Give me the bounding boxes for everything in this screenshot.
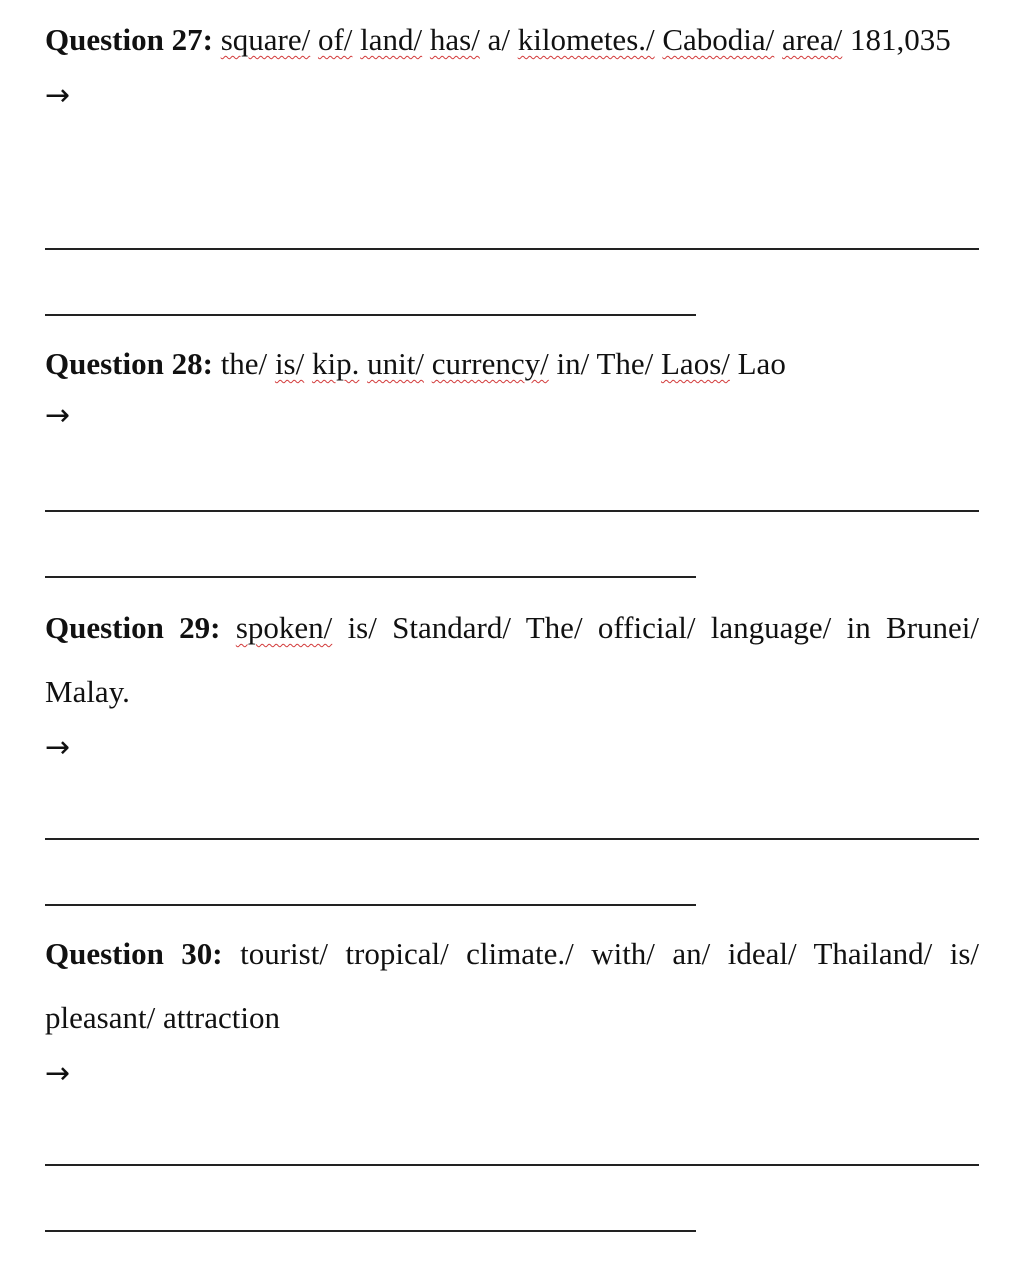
scrambled-word: of/ <box>317 22 353 57</box>
scrambled-word: language/ <box>710 610 832 645</box>
scrambled-word: is/ <box>347 610 377 645</box>
scrambled-word: ideal/ <box>727 936 797 971</box>
answer-line[interactable] <box>45 248 979 250</box>
scrambled-word: The/ <box>525 610 583 645</box>
scrambled-word: in/ <box>556 346 590 381</box>
scrambled-word: an/ <box>672 936 711 971</box>
question-30 <box>45 922 979 1094</box>
question-27 <box>45 8 979 116</box>
scrambled-word: spoken/ <box>235 610 333 645</box>
scrambled-word: area/ <box>782 22 843 57</box>
scrambled-word: land/ <box>360 22 423 57</box>
question-prompt <box>45 8 979 72</box>
scrambled-word: official/ <box>597 610 696 645</box>
answer-arrow-icon: → <box>45 730 71 765</box>
scrambled-word: Lao <box>737 346 786 381</box>
answer-arrow-icon: → <box>45 1056 71 1091</box>
scrambled-words <box>221 22 951 57</box>
scrambled-word: is/ <box>949 936 980 971</box>
scrambled-word: pleasant/ <box>45 1000 156 1035</box>
scrambled-word: kip. <box>311 346 360 381</box>
answer-line[interactable] <box>45 904 696 906</box>
scrambled-word: unit/ <box>367 346 424 381</box>
scrambled-word: Cabodia/ <box>662 22 775 57</box>
question-label: Question 29: <box>45 610 221 645</box>
answer-line[interactable] <box>45 838 979 840</box>
answer-line[interactable] <box>45 1164 979 1166</box>
scrambled-word: Brunei/ <box>886 610 980 645</box>
scrambled-word: attraction <box>162 1000 280 1035</box>
scrambled-word: kilometes./ <box>517 22 655 57</box>
scrambled-word: has/ <box>429 22 480 57</box>
question-prompt <box>45 332 979 396</box>
scrambled-word: in <box>846 610 871 645</box>
scrambled-word: square/ <box>220 22 311 57</box>
scrambled-word: 181,035 <box>850 22 951 57</box>
question-label: Question 30: <box>45 936 223 971</box>
scrambled-word: currency/ <box>431 346 549 381</box>
scrambled-word: Standard/ <box>392 610 511 645</box>
scrambled-word: is/ <box>274 346 305 381</box>
scrambled-word: with/ <box>591 936 655 971</box>
answer-line[interactable] <box>45 576 696 578</box>
answer-line[interactable] <box>45 1230 696 1232</box>
scrambled-word: tourist/ <box>240 936 328 971</box>
scrambled-word: Malay. <box>45 674 130 709</box>
question-29 <box>45 596 979 768</box>
answer-arrow-icon: → <box>45 398 71 433</box>
scrambled-words <box>221 346 786 381</box>
scrambled-word: The/ <box>596 346 654 381</box>
question-label: Question 27: <box>45 22 213 57</box>
question-prompt <box>45 922 979 1050</box>
question-label: Question 28: <box>45 346 213 381</box>
scrambled-word: Thailand/ <box>813 936 933 971</box>
question-prompt <box>45 596 979 724</box>
answer-arrow-icon: → <box>45 78 71 113</box>
scrambled-word: a/ <box>487 22 510 57</box>
question-28 <box>45 332 979 436</box>
scrambled-word: tropical/ <box>345 936 449 971</box>
scrambled-word: the/ <box>220 346 268 381</box>
scrambled-word: climate./ <box>466 936 574 971</box>
answer-line[interactable] <box>45 314 696 316</box>
answer-line[interactable] <box>45 510 979 512</box>
scrambled-word: Laos/ <box>661 346 730 381</box>
